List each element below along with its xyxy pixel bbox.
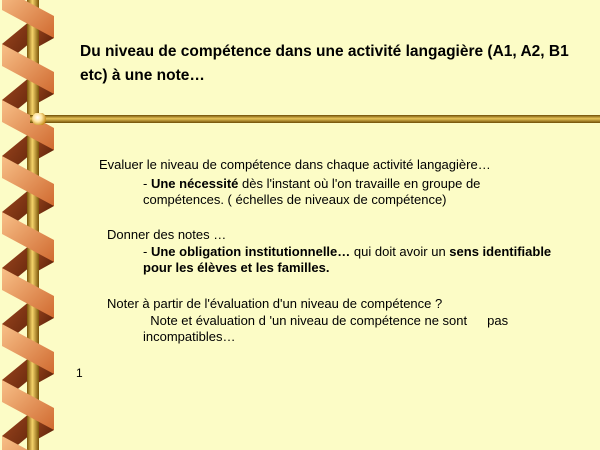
section-2-body (143, 244, 563, 276)
horizontal-divider-bar (30, 113, 600, 125)
section-1-heading: Evaluer le niveau de compétence dans chaque activité langagière… (99, 157, 491, 172)
section-1-bold: Une nécessité (150, 176, 239, 191)
slide-title: Du niveau de compétence dans une activité langagière (A1, A2, B1 etc) à une note… (80, 43, 569, 84)
section-2-bold: Une obligation institutionnelle… (150, 244, 351, 259)
bar-knob (32, 113, 46, 125)
section-2-text: qui doit avoir un (350, 244, 450, 259)
section-1-prefix: - (143, 176, 151, 191)
section-2-heading: Donner des notes … (107, 227, 227, 242)
section-1-text: dès l'instant où l'on travaille en groupe de compétences. ( échelles de niveaux de compétence) (143, 176, 481, 207)
section-3-body (143, 313, 573, 345)
section-3-text-a: Note et évaluation d 'un niveau de compétence ne sont (150, 313, 468, 328)
page-number: 1 (76, 366, 83, 380)
section-3-heading: Noter à partir de l'évaluation d'un niveau de compétence ? (107, 296, 443, 311)
section-2-prefix: - (143, 244, 151, 259)
decorative-ribbon-pole (0, 0, 64, 450)
section-2-bold-2: sens identifiable pour les élèves et les familles. (143, 244, 552, 275)
section-3-text-b: pas incompatibles… (143, 313, 509, 344)
section-1-body (143, 176, 563, 208)
